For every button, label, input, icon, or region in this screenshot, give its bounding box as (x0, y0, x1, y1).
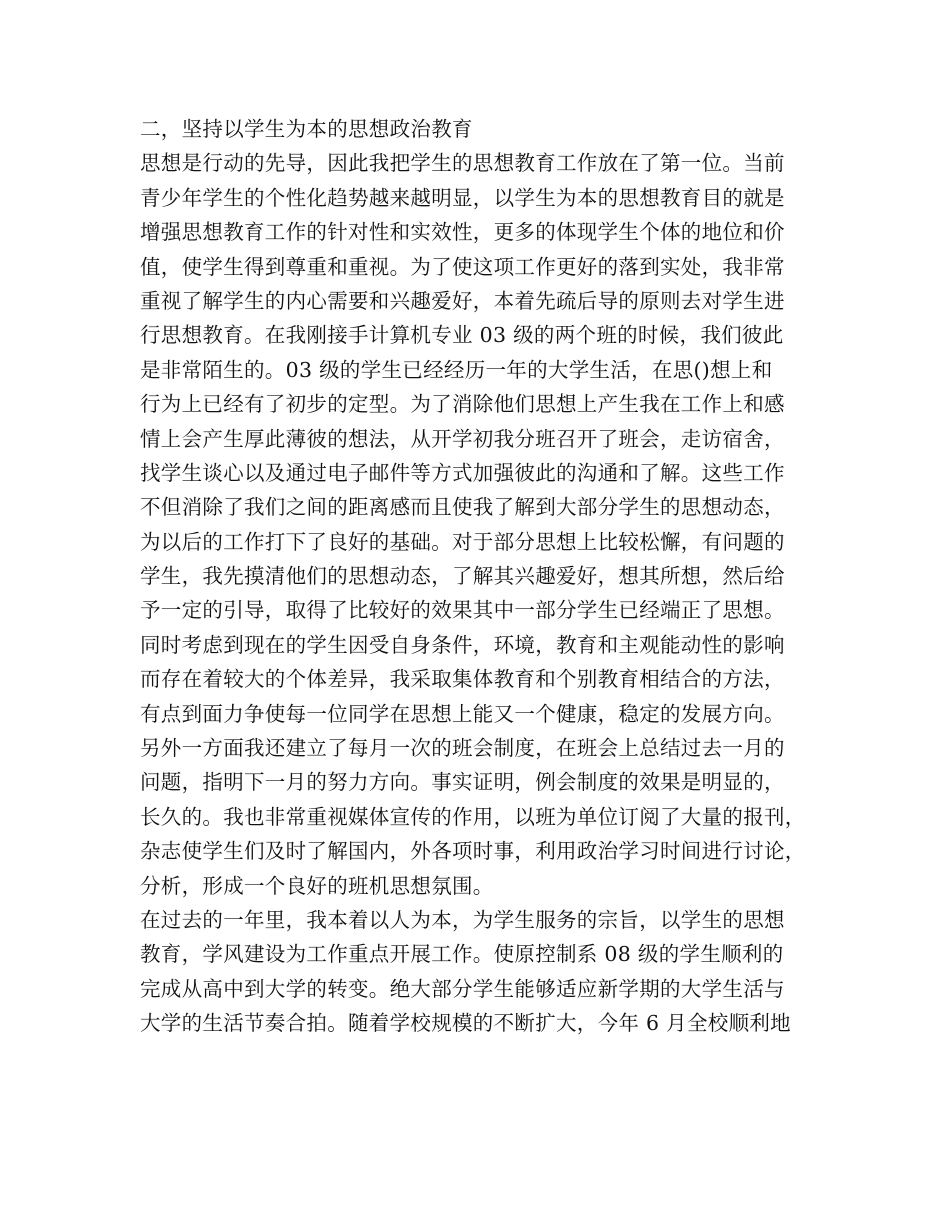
text-line: 长久的。我也非常重视媒体宣传的作用，以班为单位订阅了大量的报刊， (140, 804, 806, 829)
text-line: 学生，我先摸清他们的思想动态，了解其兴趣爱好，想其所想，然后给 (140, 564, 785, 589)
text-line: 而存在着较大的个体差异，我采取集体教育和个别教育相结合的方法， (140, 667, 785, 692)
text-line: 是非常陌生的。03 级的学生已经经历一年的大学生活，在思()想上和 (140, 357, 773, 382)
text-line: 行思想教育。在我刚接手计算机专业 03 级的两个班的时候，我们彼此 (140, 323, 784, 348)
text-line: 完成从高中到大学的转变。绝大部分学生能够适应新学期的大学生活与 (140, 976, 785, 1001)
text-line: 行为上已经有了初步的定型。为了消除他们思想上产生我在工作上和感 (140, 392, 785, 417)
text-line: 分析，形成一个良好的班机思想氛围。 (140, 873, 494, 898)
text-line: 问题，指明下一月的努力方向。事实证明，例会制度的效果是明显的， (140, 770, 785, 795)
text-line: 有点到面力争使每一位同学在思想上能又一个健康，稳定的发展方向。 (140, 701, 785, 726)
text-line: 青少年学生的个性化趋势越来越明显，以学生为本的思想教育目的就是 (140, 185, 785, 210)
text-line: 教育，学风建设为工作重点开展工作。使原控制系 08 级的学生顺利的 (140, 942, 784, 967)
section-heading: 二，坚持以学生为本的思想政治教育 (140, 117, 473, 141)
text-line: 增强思想教育工作的针对性和实效性，更多的体现学生个体的地位和价 (140, 220, 785, 245)
text-line: 大学的生活节奏合拍。随着学校规模的不断扩大，今年 6 月全校顺利地 (140, 1011, 791, 1036)
document-body (140, 112, 830, 1041)
text-line: 杂志使学生们及时了解国内，外各项时事，利用政治学习时间进行讨论， (140, 839, 806, 864)
text-line: 另外一方面我还建立了每月一次的班会制度，在班会上总结过去一月的 (140, 736, 785, 761)
text-line: 予一定的引导，取得了比较好的效果其中一部分学生已经端正了思想。 (140, 598, 785, 623)
text-line: 情上会产生厚此薄彼的想法，从开学初我分班召开了班会，走访宿舍， (140, 426, 785, 451)
text-line: 不但消除了我们之间的距离感而且使我了解到大部分学生的思想动态， (140, 495, 785, 520)
text-line: 在过去的一年里，我本着以人为本，为学生服务的宗旨，以学生的思想 (140, 907, 785, 932)
text-line: 找学生谈心以及通过电子邮件等方式加强彼此的沟通和了解。这些工作 (140, 460, 785, 485)
text-line: 值，使学生得到尊重和重视。为了使这项工作更好的落到实处，我非常 (140, 254, 785, 279)
text-line: 为以后的工作打下了良好的基础。对于部分思想上比较松懈，有问题的 (140, 529, 785, 554)
text-line: 重视了解学生的内心需要和兴趣爱好，本着先疏后导的原则去对学生进 (140, 288, 785, 313)
text-line: 思想是行动的先导，因此我把学生的思想教育工作放在了第一位。当前 (140, 151, 785, 176)
text-line: 同时考虑到现在的学生因受自身条件，环境，教育和主观能动性的影响 (140, 632, 785, 657)
